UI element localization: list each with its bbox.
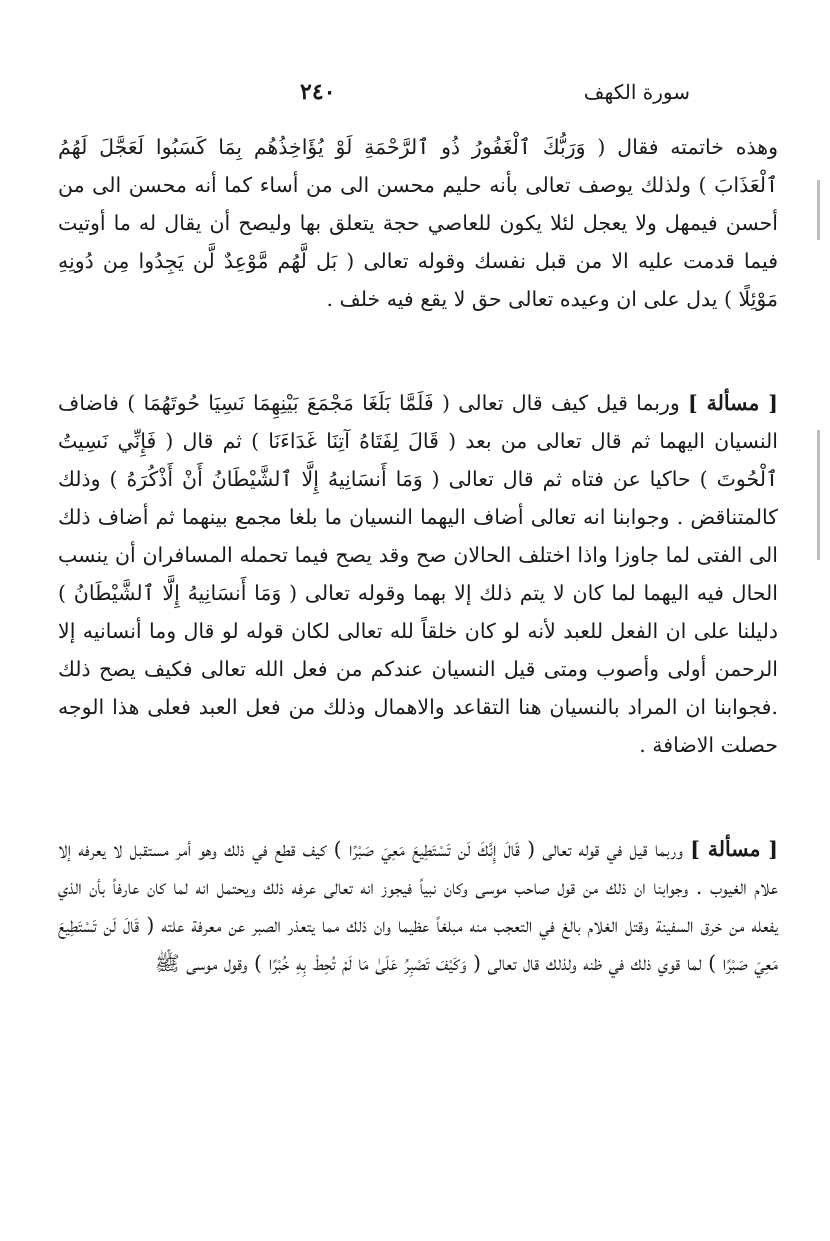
paragraph-intro xyxy=(58,128,778,318)
page-number: ٢٤٠ xyxy=(300,79,336,105)
masala-label: [ مسألة ] xyxy=(690,837,778,861)
masala-label: [ مسألة ] xyxy=(688,391,778,415)
page-header xyxy=(300,72,690,112)
paragraph-masala-2 xyxy=(58,830,778,982)
scan-edge-mark xyxy=(817,430,820,560)
scan-edge-mark xyxy=(817,180,820,240)
paragraph-masala-1 xyxy=(58,384,778,764)
running-title: سورة الكهف xyxy=(583,80,690,104)
paragraph-text: وربما قيل كيف قال تعالى ( فَلَمَّا بَلَغَا مَجْمَعَ بَيْنِهِمَا نَسِيَا حُوتَهُمَا ) فاضاف النسيان اليهما ثم قال تعالى من بعد ( قَالَ لِفَتَاهُ آتِنَا غَدَاءَنَا ) ثم قال ( فَإِنِّي نَسِيتُ ٱلْحُوتَ ) حاكيا عن فتاه ثم قال تعالى ( وَمَا أَنسَانِيهُ إِلَّا ٱلشَّيْطَانُ أَنْ أَذْكُرَهُ ) وذلك كالمتناقض . وجوابنا انه تعالى أضاف اليهما النسيان ما بلغا مجمع بينهما ثم أضاف ذلك الى الفتى لما جاوزا واذا اختلف الحالان صح وقد يصح فيما تحمله المسافران أن ينسب الحال فيه اليهما لما كان لا يتم ذلك إلا بهما وقوله تعالى ( وَمَا أَنسَانِيهُ إِلَّا ٱلشَّيْطَانُ ) دليلنا على ان الفعل للعبد لأنه لو كان خلقاً لله تعالى لكان قوله لو قال وما أنسانيه إلا الرحمن أولى وأصوب ومتى قيل النسيان عندكم من فعل الله تعالى فكيف يصح ذلك .فجوابنا ان المراد بالنسيان هنا التقاعد والاهمال وذلك من فعل العبد فعلى هذا الوجه حصلت الاضافة . xyxy=(58,391,778,757)
paragraph-text: وهذه خاتمته فقال ( وَرَبُّكَ ٱلْغَفُورُ ذُو ٱلرَّحْمَةِ لَوْ يُؤَاخِذُهُم بِمَا كَسَبُوا لَعَجَّلَ لَهُمُ ٱلْعَذَابَ ) ولذلك يوصف تعالى بأنه حليم محسن الى من أساء كما أنه محسن الى من أحسن فيمهل ولا يعجل لئلا يكون للعاصي حجة يتعلق بها وليصح أن يقال له ما أوتيت فيما قدمت عليه الا من قبل نفسك وقوله تعالى ( بَل لَّهُم مَّوْعِدٌ لَّن يَجِدُوا مِن دُونِهِ مَوْئِلًا ) يدل على ان وعيده تعالى حق لا يقع فيه خلف . xyxy=(58,135,778,311)
paragraph-text: وربما قيل في قوله تعالى ( قَالَ إِنَّكَ لَن تَسْتَطِيعَ مَعِيَ صَبْرًا ) كيف قطع في ذلك وهو أمر مستقبل لا يعرفه إلا علام الغيوب . وجوابنا ان ذلك من قول صاحب موسى وكان نبياً فيجوز انه تعالى عرفه ذلك ويحتمل انه لما كان عارفاً بأن الذي يفعله من خرق السفينة وقتل الغلام بالغ في التعجب منه مبلغاً عظيما وان ذلك مما يتعذر الصبر عن معرفة علته ( قَالَ لَن تَسْتَطِيعَ مَعِيَ صَبْرًا ) لما قوي ذلك في ظنه ولذلك قال تعالى ( وَكَيْفَ تَصْبِرُ عَلَىٰ مَا لَمْ تُحِطْ بِهِ خُبْرًا ) وقول موسى ﷺ xyxy=(58,837,778,975)
